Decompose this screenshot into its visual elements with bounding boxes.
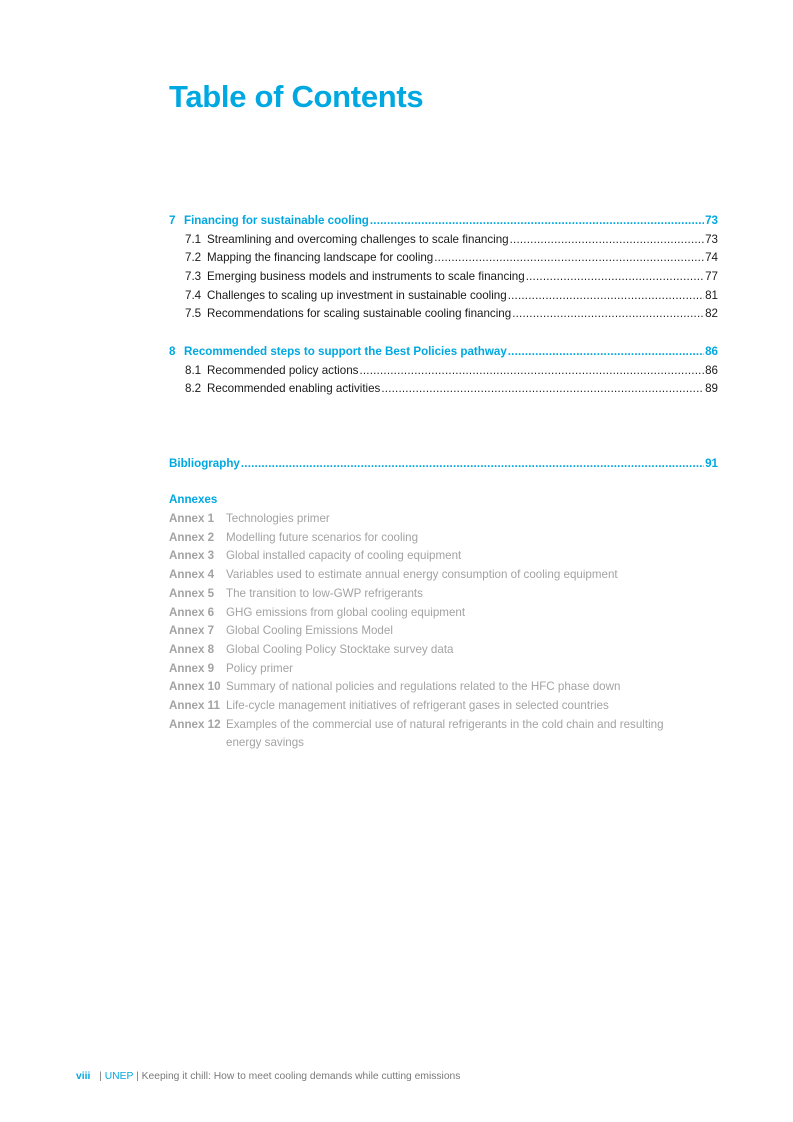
page-number: 91	[705, 457, 718, 470]
dot-leader	[434, 249, 704, 268]
section-number: 7.5	[185, 307, 202, 321]
annex-item[interactable]	[169, 585, 669, 604]
toc-section-entry[interactable]	[169, 305, 718, 324]
annex-title: Policy primer	[226, 661, 293, 675]
folio-number: viii	[76, 1071, 91, 1082]
annex-number: Annex 10	[169, 680, 221, 694]
annex-item[interactable]	[169, 529, 669, 548]
annex-number: Annex 4	[169, 568, 215, 582]
toc-section-entry[interactable]	[169, 287, 718, 306]
footer-separator: |	[99, 1071, 102, 1082]
bibliography-title: Bibliography	[169, 457, 240, 470]
annex-number: Annex 12	[169, 717, 221, 731]
page-number: 86	[705, 363, 718, 377]
annex-item[interactable]	[169, 604, 669, 623]
annex-item[interactable]	[169, 641, 669, 660]
annex-title: Life-cycle management initiatives of refrigerant gases in selected countries	[226, 699, 609, 713]
annex-title: Summary of national policies and regulations related to the HFC phase down	[226, 680, 621, 694]
toc-section-entry[interactable]	[169, 249, 718, 268]
page-number: 74	[705, 251, 718, 265]
annex-number: Annex 1	[169, 512, 215, 525]
annex-item[interactable]	[169, 716, 669, 753]
annexes-heading: Annexes	[169, 493, 218, 506]
dot-leader	[241, 455, 704, 474]
annex-item[interactable]	[169, 697, 669, 716]
dot-leader	[370, 212, 704, 231]
annex-number: Annex 3	[169, 549, 215, 563]
annex-item[interactable]	[169, 660, 669, 679]
dot-leader	[508, 343, 704, 362]
page-number: 86	[705, 345, 718, 358]
page-footer	[76, 1071, 460, 1082]
page-number: 82	[705, 307, 718, 321]
section-title: Streamlining and overcoming challenges to scale financing	[207, 232, 509, 246]
chapter-title: Recommended steps to support the Best Policies pathway	[184, 345, 507, 358]
annex-title: The transition to low-GWP refrigerants	[226, 586, 423, 600]
section-title: Challenges to scaling up investment in sustainable cooling	[207, 288, 507, 302]
toc-bibliography-entry[interactable]	[169, 455, 718, 474]
section-number: 8.1	[185, 363, 202, 377]
toc-chapter-entry[interactable]	[169, 212, 718, 231]
annex-number: Annex 2	[169, 530, 215, 544]
dot-leader	[526, 268, 704, 287]
dot-leader	[508, 287, 704, 306]
page-number: 73	[705, 232, 718, 246]
annex-number: Annex 7	[169, 624, 215, 638]
toc-section-entry[interactable]	[169, 268, 718, 287]
toc-bibliography	[169, 455, 718, 474]
annex-number: Annex 11	[169, 699, 220, 713]
section-title: Recommendations for scaling sustainable cooling financing	[207, 307, 512, 321]
footer-publication-title: Keeping it chill: How to meet cooling demands while cutting emissions	[141, 1071, 461, 1082]
annex-item[interactable]	[169, 510, 669, 529]
section-number: 8.2	[185, 382, 202, 396]
section-title: Recommended policy actions	[207, 363, 359, 377]
annex-number: Annex 5	[169, 586, 215, 600]
annex-title: GHG emissions from global cooling equipment	[226, 605, 466, 619]
toc-section-entry[interactable]	[169, 380, 718, 399]
page-number: 81	[705, 288, 718, 302]
annex-title: Variables used to estimate annual energy consumption of cooling equipment	[226, 568, 618, 582]
page-number: 89	[705, 382, 718, 396]
annex-title: Examples of the commercial use of natural refrigerants in the cold chain and resulting energy savings	[226, 717, 664, 750]
section-title: Mapping the financing landscape for cooling	[207, 251, 434, 265]
section-number: 7.3	[185, 270, 202, 284]
annex-list	[169, 510, 669, 753]
toc-section-entry[interactable]	[169, 231, 718, 250]
dot-leader	[512, 305, 704, 324]
annex-item[interactable]	[169, 678, 669, 697]
chapter-title: Financing for sustainable cooling	[184, 214, 369, 227]
section-number: 7.1	[185, 232, 202, 246]
toc-chapter-8	[169, 343, 718, 399]
annex-number: Annex 8	[169, 642, 215, 656]
section-number: 7.4	[185, 288, 202, 302]
section-title: Recommended enabling activities	[207, 382, 381, 396]
section-title: Emerging business models and instruments to scale financing	[207, 270, 525, 284]
dot-leader	[359, 362, 704, 381]
dot-leader	[381, 380, 704, 399]
annex-number: Annex 6	[169, 605, 215, 619]
annex-title: Modelling future scenarios for cooling	[226, 530, 419, 544]
annex-item[interactable]	[169, 547, 669, 566]
annex-number: Annex 9	[169, 661, 215, 675]
annex-item[interactable]	[169, 622, 669, 641]
toc-chapter-7	[169, 212, 718, 324]
page-number: 73	[705, 214, 718, 227]
annex-title: Technologies primer	[226, 512, 330, 525]
page-number: 77	[705, 270, 718, 284]
annex-title: Global Cooling Emissions Model	[226, 624, 393, 638]
chapter-number: 7	[169, 214, 176, 227]
annex-title: Global Cooling Policy Stocktake survey data	[226, 642, 454, 656]
chapter-number: 8	[169, 345, 176, 358]
footer-organization: UNEP	[104, 1071, 134, 1082]
page-title: Table of Contents	[169, 79, 424, 114]
footer-separator: |	[136, 1071, 139, 1082]
toc-section-entry[interactable]	[169, 362, 718, 381]
annex-item[interactable]	[169, 566, 669, 585]
annex-title: Global installed capacity of cooling equipment	[226, 549, 462, 563]
dot-leader	[510, 231, 704, 250]
section-number: 7.2	[185, 251, 202, 265]
toc-chapter-entry[interactable]	[169, 343, 718, 362]
